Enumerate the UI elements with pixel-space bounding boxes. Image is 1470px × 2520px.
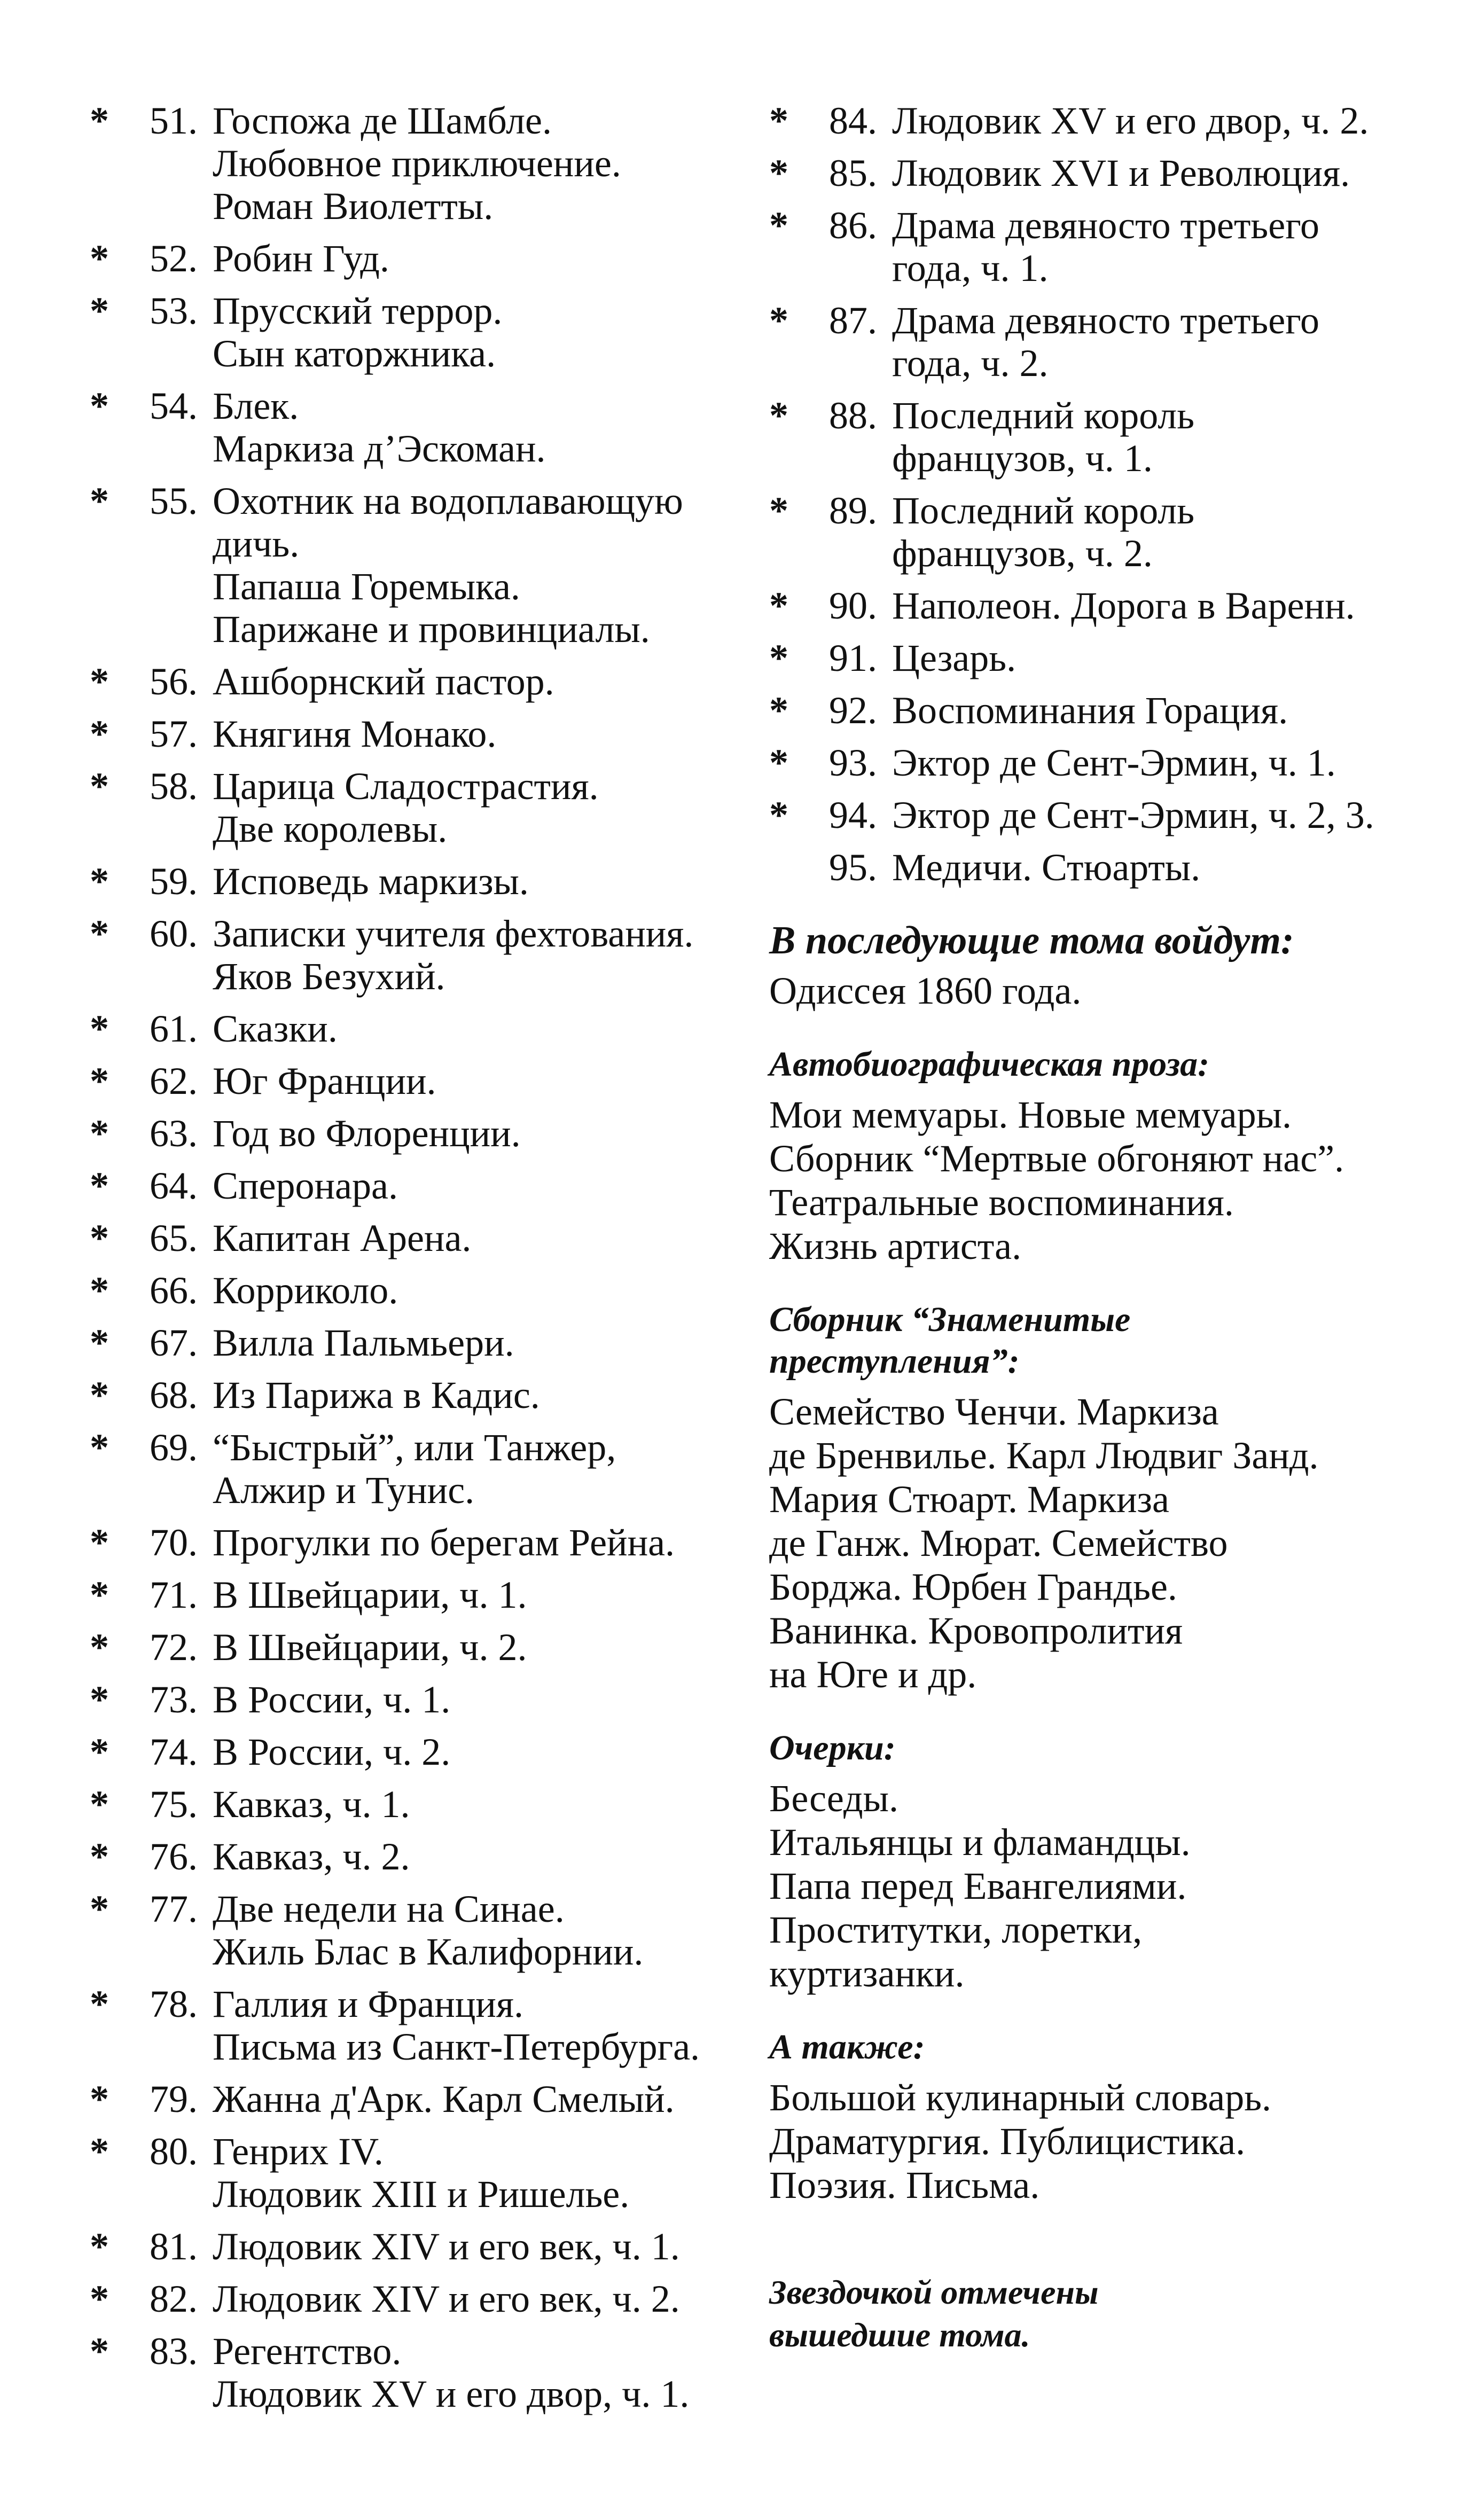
- volume-titles: [213, 2130, 731, 2216]
- volume-entry: [90, 860, 731, 903]
- volume-title-line: Юг Франции.: [213, 1060, 436, 1102]
- volume-number: 71.: [150, 1574, 198, 1616]
- volume-title-line: французов, ч. 1.: [892, 437, 1153, 480]
- volume-titles: [213, 99, 731, 228]
- volume-number: 83.: [150, 2330, 198, 2373]
- volume-entry: [769, 152, 1437, 194]
- published-star: *: [90, 1521, 109, 1564]
- published-star: *: [90, 1574, 109, 1616]
- upcoming-section: [769, 2026, 1437, 2207]
- volume-titles: [213, 385, 731, 470]
- volume-number: 68.: [150, 1374, 198, 1416]
- published-star: *: [90, 1783, 109, 1826]
- published-star: *: [90, 99, 109, 142]
- volume-entry: [90, 99, 731, 228]
- volume-number: 92.: [829, 689, 877, 732]
- volume-entry: [769, 489, 1437, 575]
- section-line: Папа перед Евангелиями.: [769, 1865, 1187, 1907]
- published-star: *: [769, 584, 788, 627]
- upcoming-section: [769, 1044, 1437, 1268]
- published-star: *: [90, 385, 109, 427]
- footnote-line: Звездочкой отмечены: [769, 2273, 1099, 2311]
- volume-title-line: Любовное приключение.: [213, 142, 621, 185]
- published-star: *: [90, 1678, 109, 1721]
- volume-number: 53.: [150, 289, 198, 332]
- volume-entry: [90, 1374, 731, 1416]
- section-line: Сборник “Мертвые обгоняют нас”.: [769, 1137, 1344, 1180]
- volume-titles: [892, 637, 1437, 679]
- volume-title-line: Галлия и Франция.: [213, 1983, 524, 2025]
- volume-number: 81.: [150, 2225, 198, 2268]
- volume-number: 63.: [150, 1112, 198, 1155]
- volume-titles: [213, 1521, 731, 1564]
- published-star: *: [90, 2278, 109, 2320]
- volume-number: 59.: [150, 860, 198, 903]
- volume-title-line: Прусский террор.: [213, 289, 503, 332]
- volume-title-line: Маркиза д’Эскоман.: [213, 427, 546, 470]
- volume-entry: [90, 1060, 731, 1102]
- volume-number: 93.: [829, 741, 877, 784]
- volume-titles: [892, 794, 1437, 836]
- volume-entry: [90, 1888, 731, 1973]
- section-line: Борджа. Юрбен Грандье.: [769, 1566, 1177, 1608]
- volume-title-line: Царица Сладострастия.: [213, 765, 599, 808]
- volume-title-line: дичь.: [213, 522, 300, 565]
- volume-titles: [213, 1217, 731, 1259]
- volume-title-line: Госпожа де Шамбле.: [213, 99, 552, 142]
- volume-title-line: Алжир и Тунис.: [213, 1469, 475, 1512]
- volume-titles: [892, 394, 1437, 480]
- volume-titles: [213, 1835, 731, 1878]
- volume-entry: [90, 1983, 731, 2068]
- volume-number: 69.: [150, 1426, 198, 1469]
- volume-titles: [213, 2078, 731, 2120]
- volume-entry: [90, 1426, 731, 1512]
- volume-entry: [90, 2078, 731, 2120]
- volume-title-line: Сперонара.: [213, 1164, 398, 1207]
- published-star: *: [90, 1626, 109, 1669]
- volume-number: 76.: [150, 1835, 198, 1878]
- volume-number: 70.: [150, 1521, 198, 1564]
- volume-entry: [769, 394, 1437, 480]
- volume-number: 64.: [150, 1164, 198, 1207]
- volume-title-line: “Быстрый”, или Танжер,: [213, 1426, 616, 1469]
- volume-title-line: В Швейцарии, ч. 1.: [213, 1574, 527, 1616]
- volume-title-line: В России, ч. 2.: [213, 1731, 451, 1773]
- volume-title-line: Кавказ, ч. 1.: [213, 1783, 410, 1826]
- published-star: *: [90, 1217, 109, 1259]
- volume-entry: [90, 713, 731, 755]
- volume-title-line: Людовик XVI и Революция.: [892, 152, 1350, 194]
- volume-entry: [769, 846, 1437, 889]
- published-star: *: [769, 99, 788, 142]
- volume-entry: [90, 2330, 731, 2415]
- volume-titles: [892, 741, 1437, 784]
- volume-number: 95.: [829, 846, 877, 889]
- volume-title-line: Папаша Горемыка.: [213, 565, 520, 608]
- published-star: *: [90, 1374, 109, 1416]
- section-line: Семейство Ченчи. Маркиза: [769, 1390, 1219, 1433]
- left-column: [90, 99, 731, 2425]
- volume-title-line: Людовик XIV и его век, ч. 1.: [213, 2225, 680, 2268]
- volume-titles: [213, 289, 731, 375]
- published-star: *: [90, 289, 109, 332]
- published-star: *: [90, 2078, 109, 2120]
- section-heading: Сборник “Знаменитые: [769, 1300, 1131, 1339]
- section-line: Театральные воспоминания.: [769, 1181, 1234, 1224]
- section-line: Ванинка. Кровопролития: [769, 1609, 1183, 1652]
- published-star: *: [90, 1269, 109, 1312]
- volume-titles: [213, 2278, 731, 2320]
- volume-title-line: В России, ч. 1.: [213, 1678, 451, 1721]
- published-star: *: [90, 1835, 109, 1878]
- volume-titles: [213, 1783, 731, 1826]
- published-star: *: [769, 741, 788, 784]
- volume-title-line: года, ч. 2.: [892, 342, 1049, 385]
- volume-entry: [769, 794, 1437, 836]
- volume-titles: [213, 1321, 731, 1364]
- volume-number: 62.: [150, 1060, 198, 1102]
- volume-title-line: Людовик XIV и его век, ч. 2.: [213, 2278, 680, 2320]
- volume-title-line: Исповедь маркизы.: [213, 860, 529, 903]
- section-line: Жизнь артиста.: [769, 1225, 1022, 1267]
- volume-titles: [213, 912, 731, 998]
- published-star: *: [90, 2225, 109, 2268]
- volume-entry: [90, 237, 731, 280]
- volume-title-line: Вилла Пальмьери.: [213, 1321, 514, 1364]
- volume-entry: [769, 204, 1437, 289]
- volume-entry: [769, 299, 1437, 385]
- volume-titles: [213, 1626, 731, 1669]
- volume-title-line: Из Парижа в Кадис.: [213, 1374, 540, 1416]
- section-line: де Ганж. Мюрат. Семейство: [769, 1522, 1228, 1564]
- volume-titles: [213, 2225, 731, 2268]
- section-line: Поэзия. Письма.: [769, 2164, 1040, 2206]
- volume-entry: [769, 741, 1437, 784]
- volume-number: 77.: [150, 1888, 198, 1930]
- volume-number: 66.: [150, 1269, 198, 1312]
- volume-title-line: Капитан Арена.: [213, 1217, 472, 1259]
- volume-entry: [90, 912, 731, 998]
- volume-title-line: Робин Гуд.: [213, 237, 389, 280]
- volume-title-line: Людовик XIII и Ришелье.: [213, 2173, 630, 2216]
- volume-titles: [213, 660, 731, 703]
- section-line: де Бренвилье. Карл Людвиг Занд.: [769, 1434, 1319, 1477]
- footnote-line: вышедшие тома.: [769, 2316, 1030, 2354]
- volume-title-line: Регентство.: [213, 2330, 402, 2373]
- volume-title-line: Записки учителя фехтования.: [213, 912, 694, 955]
- published-star: *: [90, 912, 109, 955]
- volume-title-line: Драма девяносто третьего: [892, 299, 1319, 342]
- volume-title-line: Жанна д'Арк. Карл Смелый.: [213, 2078, 675, 2120]
- volume-titles: [892, 204, 1437, 289]
- published-star: *: [769, 489, 788, 532]
- volume-number: 67.: [150, 1321, 198, 1364]
- volume-number: 87.: [829, 299, 877, 342]
- right-column: [769, 99, 1437, 2357]
- published-star: *: [769, 299, 788, 342]
- published-star: *: [90, 660, 109, 703]
- volume-title-line: В Швейцарии, ч. 2.: [213, 1626, 527, 1669]
- volume-title-line: Прогулки по берегам Рейна.: [213, 1521, 675, 1564]
- volume-title-line: Роман Виолетты.: [213, 185, 494, 228]
- volume-number: 61.: [150, 1007, 198, 1050]
- volume-number: 65.: [150, 1217, 198, 1259]
- volume-entry: [90, 1321, 731, 1364]
- volume-titles: [213, 1112, 731, 1155]
- published-star: *: [90, 1164, 109, 1207]
- volume-title-line: французов, ч. 2.: [892, 532, 1153, 575]
- volume-titles: [213, 1164, 731, 1207]
- volume-title-line: Жиль Блас в Калифорнии.: [213, 1930, 644, 1973]
- volume-title-line: Две королевы.: [213, 808, 448, 850]
- published-star: *: [90, 1007, 109, 1050]
- volume-titles: [213, 1983, 731, 2068]
- volume-number: 85.: [829, 152, 877, 194]
- volume-entry: [769, 99, 1437, 142]
- published-star: *: [90, 765, 109, 808]
- section-line: на Юге и др.: [769, 1653, 977, 1696]
- volume-number: 86.: [829, 204, 877, 247]
- volume-title-line: Блек.: [213, 385, 299, 427]
- volume-number: 90.: [829, 584, 877, 627]
- volume-title-line: Сын каторжника.: [213, 332, 496, 375]
- volume-titles: [892, 152, 1437, 194]
- volume-titles: [213, 1007, 731, 1050]
- volume-titles: [213, 1269, 731, 1312]
- published-star: *: [90, 2130, 109, 2173]
- volume-number: 54.: [150, 385, 198, 427]
- volume-title-line: Ашборнский пастор.: [213, 660, 554, 703]
- volume-number: 72.: [150, 1626, 198, 1669]
- volume-number: 79.: [150, 2078, 198, 2120]
- volume-number: 57.: [150, 713, 198, 755]
- section-heading: А также:: [769, 2028, 925, 2067]
- volume-titles: [213, 1374, 731, 1416]
- section-line: Мои мемуары. Новые мемуары.: [769, 1093, 1292, 1136]
- volume-titles: [213, 2330, 731, 2415]
- volume-title-line: Кавказ, ч. 2.: [213, 1835, 410, 1878]
- volume-title-line: Сказки.: [213, 1007, 338, 1050]
- section-line: Беседы.: [769, 1777, 898, 1820]
- volume-entry: [90, 1112, 731, 1155]
- published-star: *: [769, 204, 788, 247]
- volume-entry: [90, 660, 731, 703]
- footnote: [769, 2271, 1437, 2357]
- volume-title-line: Охотник на водоплавающую: [213, 480, 683, 522]
- volume-titles: [213, 860, 731, 903]
- volume-entry: [90, 1164, 731, 1207]
- volume-number: 78.: [150, 1983, 198, 2025]
- volume-titles: [892, 689, 1437, 732]
- volume-titles: [213, 480, 731, 651]
- upcoming-section: [769, 1299, 1437, 1696]
- volume-title-line: Медичи. Стюарты.: [892, 846, 1201, 889]
- published-star: *: [769, 637, 788, 679]
- volume-title-line: Людовик XV и его двор, ч. 1.: [213, 2373, 690, 2415]
- volume-entry: [90, 1574, 731, 1616]
- section-line: Проститутки, лоретки,: [769, 1908, 1143, 1951]
- volume-number: 84.: [829, 99, 877, 142]
- upcoming-section: [769, 1727, 1437, 1995]
- volume-title-line: Эктор де Сент-Эрмин, ч. 1.: [892, 741, 1336, 784]
- volume-title-line: Парижане и провинциалы.: [213, 608, 650, 651]
- volume-title-line: Эктор де Сент-Эрмин, ч. 2, 3.: [892, 794, 1374, 836]
- volume-title-line: Год во Флоренции.: [213, 1112, 521, 1155]
- volume-number: 82.: [150, 2278, 198, 2320]
- volume-titles: [213, 237, 731, 280]
- volume-entry: [90, 1731, 731, 1773]
- published-star: *: [90, 1060, 109, 1102]
- volume-title-line: Яков Безухий.: [213, 955, 445, 998]
- volume-entry: [90, 1269, 731, 1312]
- volume-titles: [213, 1060, 731, 1102]
- volume-title-line: Воспоминания Горация.: [892, 689, 1288, 732]
- volume-number: 88.: [829, 394, 877, 437]
- volume-titles: [213, 1574, 731, 1616]
- volume-title-line: Генрих IV.: [213, 2130, 384, 2173]
- published-star: *: [769, 152, 788, 194]
- volume-entry: [90, 480, 731, 651]
- volume-titles: [213, 1426, 731, 1512]
- volume-number: 89.: [829, 489, 877, 532]
- volume-number: 94.: [829, 794, 877, 836]
- volume-entry: [90, 1678, 731, 1721]
- published-star: *: [90, 1983, 109, 2025]
- volume-title-line: Две недели на Синае.: [213, 1888, 565, 1930]
- section-line: Драматургия. Публицистика.: [769, 2120, 1246, 2163]
- volume-entry: [90, 385, 731, 470]
- volume-number: 91.: [829, 637, 877, 679]
- volume-titles: [213, 765, 731, 850]
- volume-title-line: Людовик XV и его двор, ч. 2.: [892, 99, 1369, 142]
- volume-number: 52.: [150, 237, 198, 280]
- volume-title-line: Цезарь.: [892, 637, 1017, 679]
- volume-entry: [769, 637, 1437, 679]
- volume-titles: [892, 846, 1437, 889]
- volume-entry: [90, 1835, 731, 1878]
- volume-titles: [892, 584, 1437, 627]
- volume-title-line: Последний король: [892, 489, 1195, 532]
- section-line: Большой кулинарный словарь.: [769, 2076, 1272, 2119]
- volume-titles: [213, 1888, 731, 1973]
- section-line: Одиссея 1860 года.: [769, 969, 1082, 1012]
- volume-titles: [213, 713, 731, 755]
- section-line: Итальянцы и фламандцы.: [769, 1821, 1191, 1864]
- volume-entry: [90, 289, 731, 375]
- volume-entry: [90, 2130, 731, 2216]
- volume-number: 75.: [150, 1783, 198, 1826]
- published-star: *: [90, 713, 109, 755]
- published-star: *: [90, 1888, 109, 1930]
- volume-title-line: Наполеон. Дорога в Варенн.: [892, 584, 1355, 627]
- volume-entry: [769, 584, 1437, 627]
- volume-title-line: Письма из Санкт-Петербурга.: [213, 2025, 700, 2068]
- published-star: *: [90, 1426, 109, 1469]
- published-star: *: [90, 237, 109, 280]
- volume-number: 51.: [150, 99, 198, 142]
- section-line: Мария Стюарт. Маркиза: [769, 1478, 1169, 1521]
- published-star: *: [769, 794, 788, 836]
- published-star: *: [769, 689, 788, 732]
- volume-number: 58.: [150, 765, 198, 808]
- volume-titles: [213, 1678, 731, 1721]
- volume-number: 73.: [150, 1678, 198, 1721]
- volume-entry: [90, 2278, 731, 2320]
- volume-title-line: года, ч. 1.: [892, 247, 1049, 289]
- volume-entry: [90, 765, 731, 850]
- published-star: *: [90, 1112, 109, 1155]
- volume-entry: [769, 689, 1437, 732]
- volume-number: 56.: [150, 660, 198, 703]
- volume-number: 55.: [150, 480, 198, 522]
- volume-titles: [892, 489, 1437, 575]
- volume-number: 74.: [150, 1731, 198, 1773]
- upcoming-volumes-sections: [769, 920, 1437, 2207]
- volume-entry: [90, 2225, 731, 2268]
- volume-entry: [90, 1007, 731, 1050]
- volume-title-line: Княгиня Монако.: [213, 713, 497, 755]
- published-star: *: [90, 1731, 109, 1773]
- volume-entry: [90, 1783, 731, 1826]
- section-heading: Очерки:: [769, 1728, 896, 1767]
- right-entries-list: [769, 99, 1437, 889]
- volume-entry: [90, 1521, 731, 1564]
- volume-titles: [892, 99, 1437, 142]
- volume-title-line: Последний король: [892, 394, 1195, 437]
- published-star: *: [90, 2330, 109, 2373]
- volume-title-line: Корриколо.: [213, 1269, 398, 1312]
- volume-entry: [90, 1217, 731, 1259]
- section-heading: Автобиографическая проза:: [769, 1045, 1210, 1084]
- volume-entry: [90, 1626, 731, 1669]
- volume-number: 60.: [150, 912, 198, 955]
- volume-title-line: Драма девяносто третьего: [892, 204, 1319, 247]
- volume-titles: [213, 1731, 731, 1773]
- section-line: куртизанки.: [769, 1952, 965, 1995]
- section-heading: В последующие тома войдут:: [769, 919, 1294, 962]
- published-star: [769, 846, 807, 889]
- upcoming-section: [769, 920, 1437, 1013]
- published-star: *: [90, 1321, 109, 1364]
- published-star: *: [769, 394, 788, 437]
- published-star: *: [90, 860, 109, 903]
- section-heading: преступления”:: [769, 1342, 1020, 1381]
- volume-number: 80.: [150, 2130, 198, 2173]
- volume-titles: [892, 299, 1437, 385]
- published-star: *: [90, 480, 109, 522]
